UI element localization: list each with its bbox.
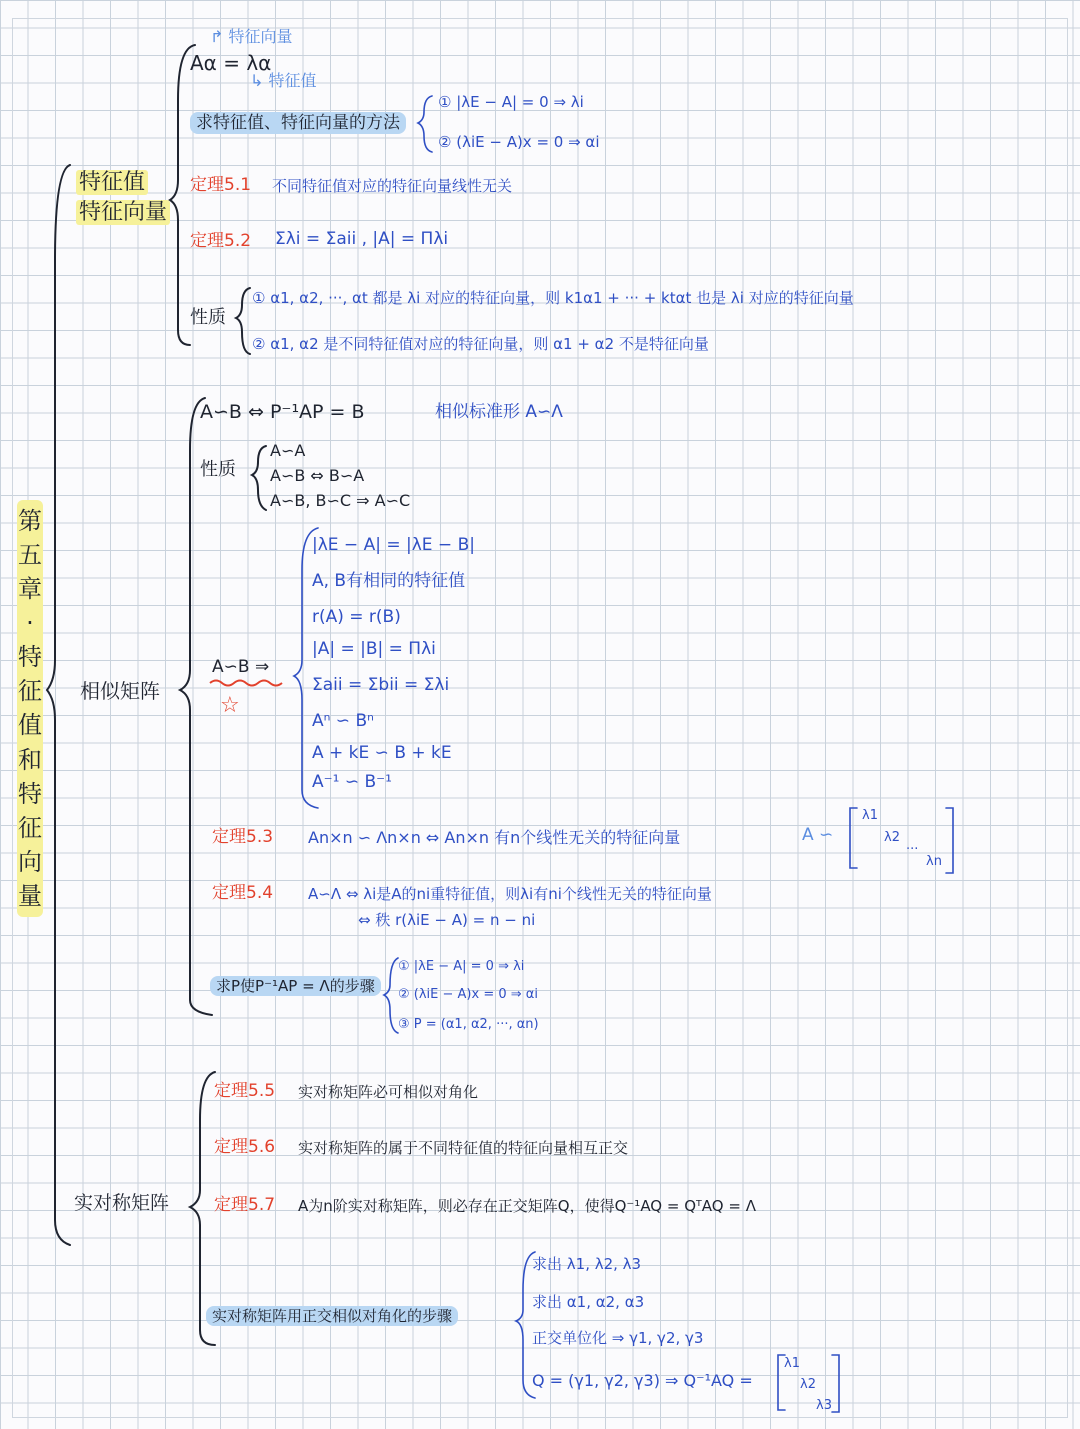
- sec1-title-line2: 特征向量: [76, 200, 170, 225]
- implies-bracket: [294, 528, 318, 808]
- implies-item: A, B有相同的特征值: [312, 571, 466, 591]
- eigenvalue-annotation: ↳ 特征值: [250, 71, 317, 90]
- sec2-step: ② (λiE − A)x = 0 ⇒ αi: [398, 987, 538, 1002]
- method-step-1: ① |λE − A| = 0 ⇒ λi: [438, 93, 584, 111]
- thm53-matrix-left: [850, 808, 857, 868]
- thm54-line2: ⇔ 秩 r(λiE − A) = n − ni: [358, 911, 536, 929]
- implies-item: r(A) = r(B): [312, 607, 401, 627]
- final-matrix-right: [832, 1355, 839, 1412]
- method-bracket: [418, 96, 432, 152]
- thm51-text: 不同特征值对应的特征向量线性无关: [272, 177, 513, 195]
- final-matrix-entry: λ2: [800, 1377, 816, 1392]
- thm52-text: Σλi = Σaii , |A| = Πλi: [275, 229, 449, 249]
- thm53-matrix-prefix: A ∽: [802, 825, 834, 845]
- sec2-steps-label: 求P使P⁻¹AP = Λ的步骤: [210, 978, 381, 995]
- final-matrix-entry: λ1: [784, 1356, 800, 1371]
- similar-definition: A∽B ⇔ P⁻¹AP = B: [200, 401, 365, 423]
- method-step-2: ② (λiE − A)x = 0 ⇒ αi: [438, 133, 600, 151]
- sec2-prop-1: A∽A: [270, 441, 306, 460]
- sec2-step: ③ P = (α1, α2, ···, αn): [398, 1017, 539, 1032]
- thm53-matrix-entry: λ1: [862, 808, 878, 823]
- implies-item: Σaii = Σbii = Σλi: [312, 675, 450, 695]
- sec2-step: ① |λE − A| = 0 ⇒ λi: [398, 959, 525, 974]
- thm56-text: 实对称矩阵的属于不同特征值的特征向量相互正交: [298, 1139, 629, 1157]
- implies-item: |A| = |B| = Πλi: [312, 639, 436, 659]
- method-label: 求特征值、特征向量的方法: [190, 114, 406, 134]
- implies-item: Aⁿ ∽ Bⁿ: [312, 711, 374, 731]
- sec2-bracket: [180, 398, 212, 1015]
- sec1-prop-2: ② α1, α2 是不同特征值对应的特征向量，则 α1 + α2 不是特征向量: [252, 335, 709, 353]
- sec1-prop-label: 性质: [190, 307, 226, 328]
- main-bracket: [47, 165, 70, 1245]
- thm57-text: A为n阶实对称矩阵，则必存在正交矩阵Q，使得Q⁻¹AQ = QᵀAQ = Λ: [298, 1197, 756, 1215]
- implies-item: A⁻¹ ∽ B⁻¹: [312, 772, 392, 792]
- thm56-label: 定理5.6: [214, 1137, 276, 1157]
- sec3-step: 求出 λ1, λ2, λ3: [532, 1255, 642, 1273]
- similar-normal-form: 相似标准形 A∽Λ: [435, 402, 563, 422]
- sec3-bracket: [190, 1072, 215, 1345]
- sec1-title-line1: 特征值: [76, 170, 148, 195]
- thm55-text: 实对称矩阵必可相似对角化: [298, 1083, 479, 1101]
- thm57-label: 定理5.7: [214, 1195, 276, 1215]
- thm52-label: 定理5.2: [190, 231, 252, 251]
- sec3-step: 求出 α1, α2, α3: [532, 1293, 645, 1311]
- thm53-matrix-entry: λ2: [884, 830, 900, 845]
- sec2-prop-2: A∽B ⇔ B∽A: [270, 466, 365, 485]
- thm51-label: 定理5.1: [190, 175, 252, 195]
- implies-item: A + kE ∽ B + kE: [312, 743, 452, 763]
- chapter-title: 第五章·特征值和特征向量: [17, 500, 43, 917]
- final-matrix-entry: λ3: [816, 1398, 832, 1413]
- thm53-matrix-entry: ···: [906, 842, 919, 857]
- thm54-label: 定理5.4: [212, 883, 274, 903]
- sec2-title: 相似矩阵: [80, 679, 160, 703]
- sec1-prop-1: ① α1, α2, ···, αt 都是 λi 对应的特征向量，则 k1α1 + ··· + ktαt 也是 λi 对应的特征向量: [252, 289, 854, 307]
- star-icon: ☆: [220, 693, 240, 718]
- implies-label: A∽B ⇒: [212, 657, 270, 677]
- sec3-step: 正交单位化 ⇒ γ1, γ2, γ3: [532, 1329, 704, 1347]
- thm53-matrix-right: [946, 808, 953, 873]
- eigenvector-annotation: ↱ 特征向量: [210, 27, 293, 46]
- thm53-text: An×n ∽ Λn×n ⇔ An×n 有n个线性无关的特征向量: [308, 828, 681, 847]
- sec2-prop-label: 性质: [200, 459, 236, 480]
- sec3-steps-label: 实对称矩阵用正交相似对角化的步骤: [206, 1308, 458, 1325]
- thm53-label: 定理5.3: [212, 827, 274, 847]
- sec1-prop-bracket: [236, 288, 250, 354]
- sec3-title: 实对称矩阵: [74, 1192, 170, 1214]
- sec3-step: Q = (γ1, γ2, γ3) ⇒ Q⁻¹AQ =: [532, 1371, 753, 1390]
- wavy-underline: [210, 681, 282, 686]
- thm55-label: 定理5.5: [214, 1081, 276, 1101]
- sec2-prop-bracket: [252, 446, 266, 510]
- sec2-prop-3: A∽B, B∽C ⇒ A∽C: [270, 491, 411, 510]
- implies-item: |λE − A| = |λE − B|: [312, 535, 475, 555]
- thm54-line1: A∽Λ ⇔ λi是A的ni重特征值，则λi有ni个线性无关的特征向量: [308, 885, 712, 903]
- steps-bracket: [384, 958, 398, 1033]
- thm53-matrix-entry: λn: [926, 854, 942, 869]
- eigen-equation: Aα = λα: [190, 51, 272, 75]
